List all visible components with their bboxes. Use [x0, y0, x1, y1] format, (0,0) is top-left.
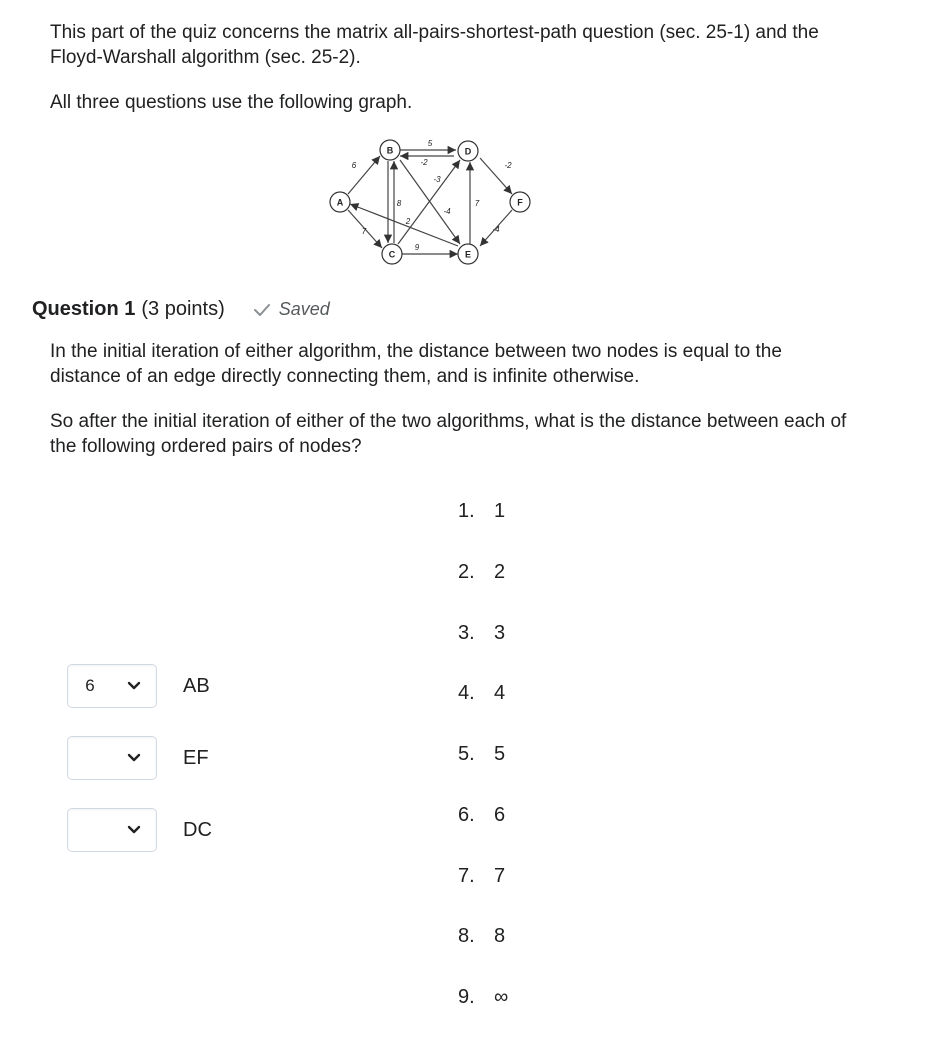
chevron-down-icon	[112, 681, 156, 691]
choice-number: 5.	[458, 743, 475, 765]
weight-cd: -3	[433, 175, 441, 184]
weight-bc: 8	[396, 199, 402, 208]
question-body	[50, 339, 850, 479]
node-c-label: C	[388, 249, 396, 260]
intro-text	[50, 20, 850, 135]
choice-text: 8	[494, 925, 506, 948]
choice-text: 1	[494, 500, 506, 522]
choice-text: ∞	[494, 986, 509, 1008]
choice-number: 8.	[458, 925, 475, 948]
weight-ab: 6	[351, 161, 357, 170]
match-row-dc	[67, 808, 212, 852]
node-a-label: A	[336, 197, 344, 208]
match-select-dc[interactable]	[67, 808, 157, 852]
node-b-label: B	[386, 145, 394, 156]
choice-number: 9.	[458, 986, 475, 1008]
choice-item	[458, 865, 508, 926]
match-row-ef	[67, 736, 209, 780]
question-paragraph-2: So after the initial iteration of either of the two algorithms, what is the distance between each of the following ordered pairs of nodes?	[50, 411, 847, 457]
question-header	[32, 298, 330, 321]
chevron-down-icon	[112, 753, 156, 763]
node-f-label: F	[517, 197, 523, 208]
choice-number: 2.	[458, 560, 475, 583]
checkmark-icon	[253, 303, 271, 317]
choice-item	[458, 743, 508, 804]
chevron-down-icon	[112, 825, 156, 835]
choice-number: 1.	[458, 500, 475, 522]
weight-ac: 7	[361, 227, 367, 236]
choice-number: 4.	[458, 682, 475, 705]
choice-text: 2	[494, 560, 506, 583]
weight-ed: 7	[474, 199, 480, 208]
choice-item	[458, 500, 508, 561]
weight-ce: 9	[414, 243, 420, 252]
question-points: (3 points)	[141, 298, 225, 320]
choice-item	[458, 561, 508, 622]
choice-text: 5	[494, 743, 506, 765]
edge-ea	[350, 204, 458, 246]
choice-item	[458, 804, 508, 865]
choice-item	[458, 682, 508, 743]
choice-text: 3	[494, 621, 506, 644]
intro-paragraph-1: This part of the quiz concerns the matrix all-pairs-shortest-path question (sec. 25-1) and the Floyd-Warshall algorithm (sec. 25-2).	[50, 22, 819, 68]
weight-fe: -4	[492, 225, 500, 234]
weight-df: -2	[504, 161, 512, 170]
choice-number: 6.	[458, 803, 475, 826]
intro-paragraph-2: All three questions use the following graph.	[50, 92, 413, 113]
match-pair-label: AB	[183, 674, 210, 697]
weight-cb: 2	[405, 217, 411, 226]
choice-text: 7	[494, 864, 506, 887]
match-select-value: 6	[85, 676, 95, 695]
choice-text: 6	[494, 803, 506, 826]
saved-status	[253, 299, 330, 320]
node-e-label: E	[464, 249, 472, 260]
match-pair-label: EF	[183, 746, 209, 769]
choice-number: 7.	[458, 864, 475, 887]
weight-bd: 5	[427, 139, 433, 148]
match-row-ab	[67, 664, 210, 708]
weight-db: -2	[420, 158, 428, 167]
match-select-ab[interactable]	[67, 664, 157, 708]
match-pair-label: DC	[183, 818, 212, 841]
match-select-ef[interactable]	[67, 736, 157, 780]
choice-number: 3.	[458, 621, 475, 644]
choice-item	[458, 986, 508, 1047]
question-title: Question 1	[32, 298, 136, 320]
choice-list	[458, 500, 508, 1047]
node-d-label: D	[464, 146, 472, 157]
graph-figure	[320, 134, 540, 270]
choice-item	[458, 622, 508, 683]
saved-status-label: Saved	[278, 299, 330, 319]
question-paragraph-1: In the initial iteration of either algorithm, the distance between two nodes is equal to the distance of an edge directly connecting them, and is infinite otherwise.	[50, 341, 782, 387]
choice-text: 4	[494, 682, 506, 705]
weight-be: -4	[443, 207, 451, 216]
choice-item	[458, 925, 508, 986]
